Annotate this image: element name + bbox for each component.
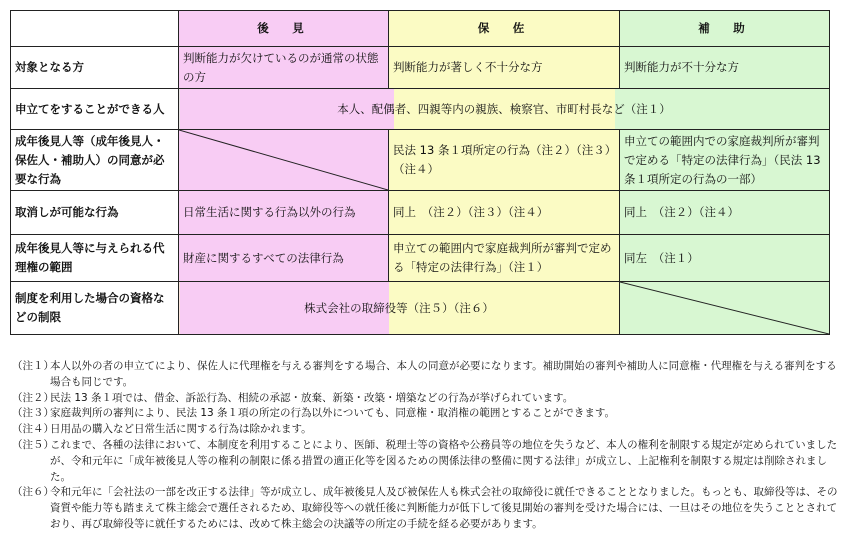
- row-label-target: 対象となる方: [11, 47, 179, 89]
- footnote-key: （注１）: [12, 360, 54, 372]
- row-label-agency: 成年後見人等に与えられる代理権の範囲: [11, 235, 179, 282]
- cell-consent-assistance: 申立ての範囲内での家庭裁判所が審判で定める「特定の法律行為」（民法 13 条１項所定の行為の一部）: [620, 130, 830, 191]
- footnote-5: [12, 438, 842, 485]
- cell-consent-guardianship-na: [179, 130, 389, 191]
- header-curatorship: 保 佐: [389, 11, 620, 47]
- footnote-4: [12, 422, 842, 438]
- cell-target-assistance: 判断能力が不十分な方: [620, 47, 830, 89]
- row-label-consent: 成年後見人等（成年後見人・保佐人・補助人）の同意が必要な行為: [11, 130, 179, 191]
- footnote-key: （注５）: [12, 438, 54, 451]
- footnote-key: （注２）: [12, 391, 54, 404]
- cell-agency-curatorship: 申立ての範囲内で家庭裁判所が審判で定める「特定の法律行為」（注１）: [389, 235, 620, 282]
- footnote-text: 家庭裁判所の審判により、民法 13 条１項の所定の行為以外についても、同意権・取消権の範囲とすることができます。: [50, 407, 615, 420]
- footnote-key: （注６）: [12, 486, 54, 499]
- cell-agency-assistance: 同左 （注１）: [620, 235, 830, 282]
- cell-target-guardianship: 判断能力が欠けているのが通常の状態の方: [179, 47, 389, 89]
- footnote-3: [12, 406, 842, 422]
- footnote-text: 日用品の購入など日常生活に関する行為は除かれます。: [50, 423, 312, 436]
- footnote-2: [12, 391, 842, 407]
- header-assistance: 補 助: [620, 11, 830, 47]
- header-blank-cell: [11, 11, 179, 47]
- cell-revocable-guardianship: 日常生活に関する行為以外の行為: [179, 191, 389, 235]
- cell-consent-curatorship: 民法 13 条１項所定の行為（注２）（注３）（注４）: [389, 130, 620, 191]
- footnote-text: 民法 13 条１項では、借金、訴訟行為、相続の承認・放棄、新築・改築・増築などの行為が挙げられています。: [50, 391, 574, 404]
- cell-agency-guardianship: 財産に関するすべての法律行為: [179, 235, 389, 282]
- row-label-petitioner: 申立てをすることができる人: [11, 89, 179, 130]
- guardianship-comparison-table: [10, 10, 830, 335]
- cell-revocable-curatorship: 同上 （注２）（注３）（注４）: [389, 191, 620, 235]
- cell-target-curatorship: 判断能力が著しく不十分な方: [389, 47, 620, 89]
- row-label-restrictions: 制度を利用した場合の資格などの制限: [11, 282, 179, 335]
- footnote-text: 本人以外の者の申立てにより、保佐人に代理権を与える審判をする場合、本人の同意が必要になります。補助開始の審判や補助人に同意権・代理権を与える審判をする場合も同じです。: [50, 360, 837, 388]
- header-guardianship: 後 見: [179, 11, 389, 47]
- footnote-text: これまで、各種の法律において、本制度を利用することにより、医師、税理士等の資格や公務員等の地位を失うなど、本人の権利を制限する規定が定められていましたが、令和元年に「成年被後見人等の権利の制限に係る措置の適正化等を図るための関係法律の整備に関する法律」が成立し、上記権利を制限する規定は削除されました。: [50, 438, 838, 483]
- cell-restrictions-assistance-na: [620, 282, 830, 335]
- cell-revocable-assistance: 同上 （注２）（注４）: [620, 191, 830, 235]
- row-label-revocable: 取消しが可能な行為: [11, 191, 179, 235]
- diagonal-line: [179, 130, 388, 190]
- cell-petitioner-merged: 本人、配偶者、四親等内の親族、検察官、市町村長など（注１）: [179, 89, 830, 130]
- footnote-key: （注４）: [12, 423, 54, 436]
- footnotes: [12, 359, 842, 533]
- footnote-text: 令和元年に「会社法の一部を改正する法律」等が成立し、成年被後見人及び被保佐人も株式会社の取締役に就任できることとなりました。もっとも、取締役等は、その資質や能力等も踏まえて株主総会で選任されるため、取締役等への就任後に判断能力が低下して後見開始の審判を受けた場合には、一旦はその地位を失うこととされており、再び取締役等に就任するためには、改めて株主総会の決議等の所定の手続を経る必要があります。: [50, 486, 838, 530]
- cell-restrictions-merged: 株式会社の取締役等（注５）（注６）: [179, 282, 620, 335]
- footnote-key: （注３）: [12, 407, 54, 420]
- diagonal-line: [620, 282, 829, 334]
- footnote-6: [12, 485, 842, 532]
- footnote-1: [12, 359, 842, 391]
